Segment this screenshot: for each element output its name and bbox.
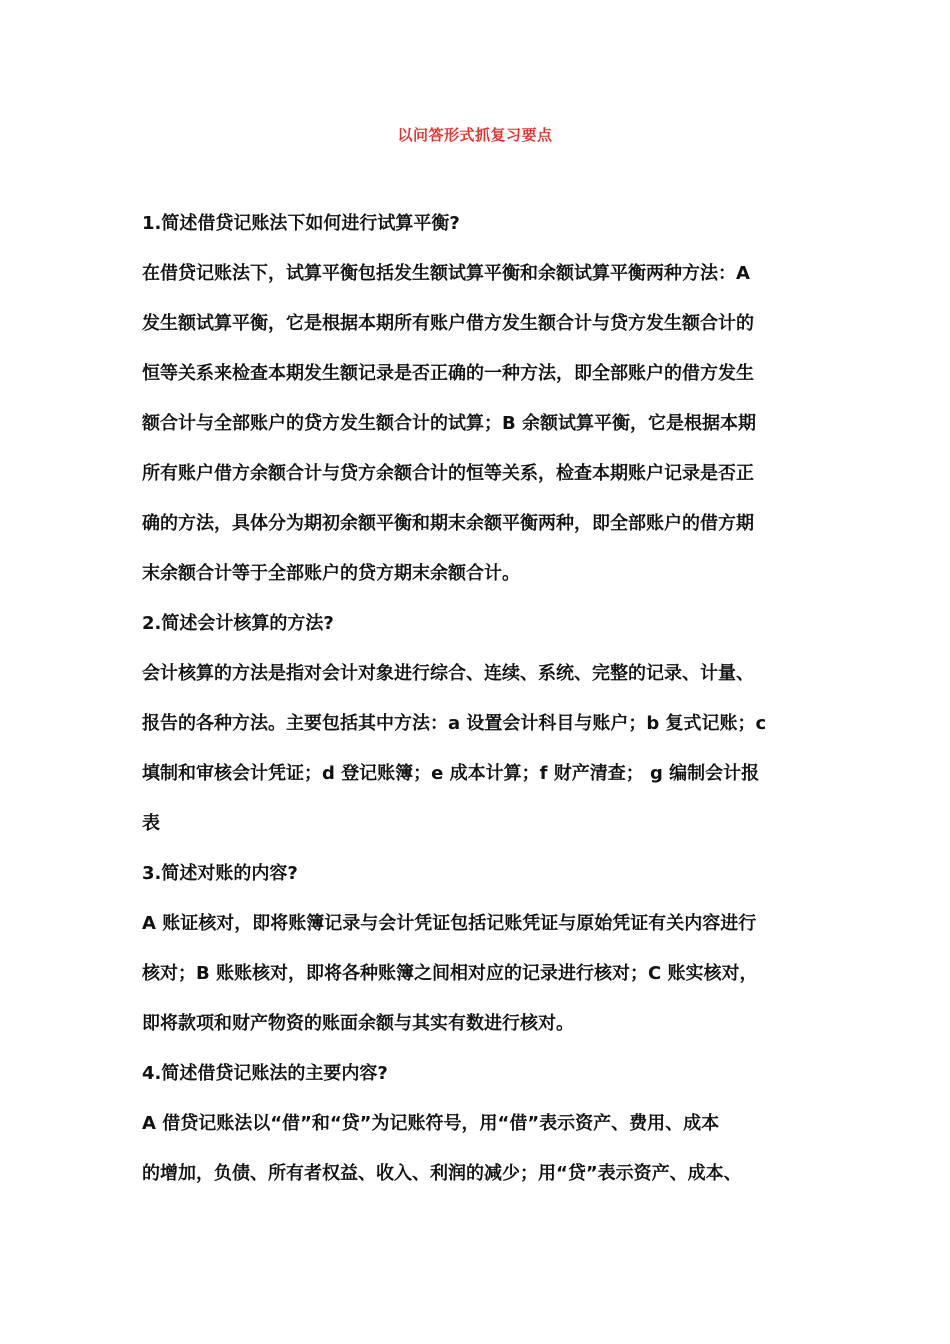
answer-line: 发生额试算平衡，它是根据本期所有账户借方发生额合计与贷方发生额合计的 — [142, 313, 754, 334]
answer-line: 表 — [142, 813, 160, 834]
answer-line: 核对；B 账账核对，即将各种账簿之间相对应的记录进行核对；C 账实核对， — [142, 963, 758, 984]
answer-line: 确的方法，具体分为期初余额平衡和期末余额平衡两种，即全部账户的借方期 — [142, 513, 754, 534]
answer-line: A 借贷记账法以“借”和“贷”为记账符号，用“借”表示资产、费用、成本 — [142, 1113, 720, 1134]
answer-line: 额合计与全部账户的贷方发生额合计的试算；B 余额试算平衡，它是根据本期 — [142, 413, 756, 434]
answer-line: 恒等关系来检查本期发生额记录是否正确的一种方法，即全部账户的借方发生 — [142, 363, 754, 384]
answer-line: 即将款项和财产物资的账面余额与其实有数进行核对。 — [142, 1013, 574, 1034]
question-line: 2.简述会计核算的方法? — [142, 613, 334, 634]
answer-line: 填制和审核会计凭证；d 登记账簿；e 成本计算；f 财产清查； g 编制会计报 — [142, 763, 760, 784]
question-line: 1.简述借贷记账法下如何进行试算平衡? — [142, 213, 460, 234]
answer-line: A 账证核对，即将账簿记录与会计凭证包括记账凭证与原始凭证有关内容进行 — [142, 913, 757, 934]
answer-line: 所有账户借方余额合计与贷方余额合计的恒等关系，检查本期账户记录是否正 — [142, 463, 754, 484]
answer-line: 末余额合计等于全部账户的贷方期末余额合计。 — [142, 563, 520, 584]
question-line: 4.简述借贷记账法的主要内容? — [142, 1063, 388, 1084]
answer-line: 会计核算的方法是指对会计对象进行综合、连续、系统、完整的记录、计量、 — [142, 663, 754, 684]
document-title: 以问答形式抓复习要点 — [397, 126, 553, 144]
answer-line: 在借贷记账法下，试算平衡包括发生额试算平衡和余额试算平衡两种方法：A — [142, 263, 750, 284]
question-line: 3.简述对账的内容? — [142, 863, 298, 884]
document-body — [142, 208, 802, 1208]
answer-line: 的增加，负债、所有者权益、收入、利润的减少；用“贷”表示资产、成本、 — [142, 1163, 742, 1184]
answer-line: 报告的各种方法。主要包括其中方法：a 设置会计科目与账户；b 复式记账；c — [142, 713, 767, 734]
